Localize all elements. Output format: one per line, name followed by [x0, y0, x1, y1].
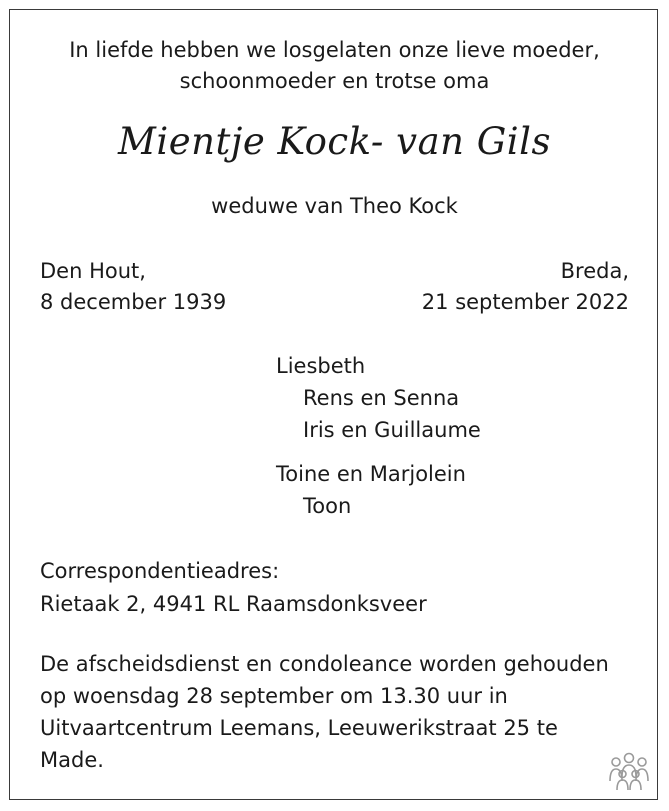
address-value: Rietaak 2, 4941 RL Raamsdonksveer	[40, 592, 427, 616]
address-label: Correspondentieadres:	[40, 559, 280, 583]
service-line-1: De afscheidsdienst en condoleance worden gehouden	[40, 652, 609, 676]
death-info	[422, 256, 629, 318]
family-group	[276, 350, 481, 446]
intro-line-2: schoonmoeder en trotse oma	[179, 69, 490, 93]
family-grandchildren: Toon	[303, 494, 352, 518]
family-group	[276, 458, 481, 522]
widow-line: weduwe van Theo Kock	[211, 194, 458, 218]
family-list	[276, 350, 481, 522]
correspondence-address	[40, 555, 427, 621]
intro-text	[0, 35, 669, 97]
birth-place: Den Hout,	[40, 259, 146, 283]
death-date: 21 september 2022	[421, 290, 629, 314]
family-member: Liesbeth	[276, 354, 366, 378]
family-grandchildren: Iris en Guillaume	[303, 418, 481, 442]
service-line-2: op woensdag 28 september om 13.30 uur in	[40, 684, 508, 708]
service-info	[40, 648, 609, 776]
family-grandchildren: Rens en Senna	[303, 386, 460, 410]
family-figures-icon	[607, 749, 651, 793]
death-place: Breda,	[560, 259, 629, 283]
birth-info	[40, 256, 226, 318]
birth-date: 8 december 1939	[40, 290, 227, 314]
family-member: Toine en Marjolein	[276, 462, 466, 486]
service-line-4: Made.	[40, 748, 104, 772]
service-line-3: Uitvaartcentrum Leemans, Leeuwerikstraat 25 te	[40, 716, 558, 740]
intro-line-1: In liefde hebben we losgelaten onze lieve moeder,	[69, 38, 600, 62]
deceased-name: Mientje Kock- van Gils	[118, 120, 551, 163]
